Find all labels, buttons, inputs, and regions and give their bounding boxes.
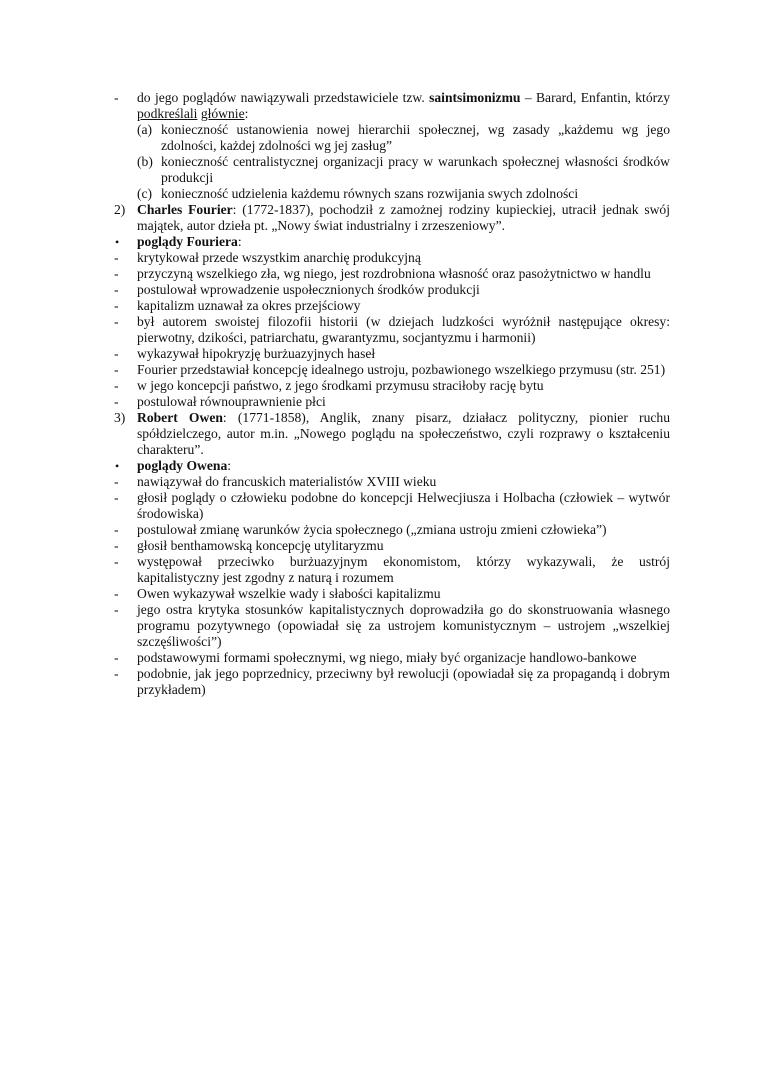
text-segment: poglądy Owena — [137, 458, 228, 473]
numbered-item — [114, 202, 670, 234]
text-segment: Robert Owen — [137, 410, 223, 425]
list-marker: - — [114, 314, 119, 329]
list-marker: 2) — [114, 202, 126, 217]
dash-list-item — [114, 522, 670, 538]
text-segment: głównie — [200, 106, 245, 121]
text-segment: : — [237, 234, 242, 249]
list-marker: - — [114, 378, 119, 393]
dash-list-item — [114, 346, 670, 362]
text-segment: wykazywał hipokryzję burżuazyjnych haseł — [137, 346, 376, 361]
text-segment: podkreślali — [137, 106, 198, 121]
text-segment: w jego koncepcji państwo, z jego środkami przymusu straciłoby rację bytu — [137, 378, 544, 393]
list-marker: 3) — [114, 410, 126, 425]
text-segment: występował przeciwko burżuazyjnym ekonomistom, którzy wykazywali, że ustrój kapitalistyczny jest zgodny z naturą i rozumem — [137, 554, 670, 585]
list-marker: • — [115, 235, 120, 249]
list-marker: - — [114, 474, 119, 489]
list-marker: - — [114, 90, 119, 105]
list-marker: - — [114, 666, 119, 681]
text-segment: : (1772-1837), pochodził z zamożnej rodziny kupieckiej, utracił jednak swój majątek, autor dzieła pt. „Nowy świat industrialny i zrzeszeniowy”. — [137, 202, 670, 233]
list-marker: • — [115, 459, 120, 473]
text-segment: saintsimonizmu — [429, 90, 521, 105]
text-segment: do jego poglądów nawiązywali przedstawiciele tzw. — [137, 90, 430, 105]
text-segment: – Barard, Enfantin, którzy — [520, 90, 670, 105]
bullet-heading — [114, 234, 670, 250]
text-segment: : (1771-1858), Anglik, znany pisarz, działacz polityczny, pionier ruchu spółdzielczego, autor m.in. „Nowego poglądu na społeczeństwo, czyli rozprawy o kształceniu charakteru”. — [137, 410, 670, 457]
text-segment: : — [244, 106, 249, 121]
text-segment: kapitalizm uznawał za okres przejściowy — [137, 298, 361, 313]
dash-list-item — [114, 394, 670, 410]
list-marker: (a) — [137, 122, 153, 137]
dash-list-item — [114, 314, 670, 346]
text-segment: postulował równouprawnienie płci — [137, 394, 326, 409]
text-segment: konieczność centralistycznej organizacji pracy w warunkach społecznej własności środków produkcji — [161, 154, 670, 185]
text-segment: nawiązywał do francuskich materialistów XVIII wieku — [137, 474, 437, 489]
dash-list-item — [114, 490, 670, 522]
dash-list-item — [114, 666, 670, 698]
text-segment: konieczność udzielenia każdemu równych szans rozwijania swych zdolności — [161, 186, 579, 201]
text-segment: Charles Fourier — [137, 202, 233, 217]
dash-list-item — [114, 602, 670, 650]
bullet-heading — [114, 458, 670, 474]
text-segment: krytykował przede wszystkim anarchię produkcyjną — [137, 250, 421, 265]
list-marker: - — [114, 346, 119, 361]
text-segment: podstawowymi formami społecznymi, wg niego, miały być organizacje handlowo-bankowe — [137, 650, 637, 665]
list-marker: - — [114, 554, 119, 569]
text-segment: przyczyną wszelkiego zła, wg niego, jest rozdrobniona własność oraz pasożytnictwo w handlu — [137, 266, 651, 281]
sub-list-item — [114, 122, 670, 154]
list-marker: - — [114, 394, 119, 409]
text-segment: podobnie, jak jego poprzednicy, przeciwny był rewolucji (opowiadał się za propagandą i dobrym przykładem) — [137, 666, 670, 697]
dash-list-item — [114, 650, 670, 666]
dash-list-item — [114, 250, 670, 266]
dash-list-item — [114, 538, 670, 554]
text-segment: jego ostra krytyka stosunków kapitalistycznych doprowadziła go do skonstruowania własnego programu pozytywnego (opowiadał się za ustrojem komunistycznym – ustrojem „wszelkiej szczęśliwości”) — [137, 602, 670, 649]
list-marker: - — [114, 538, 119, 553]
numbered-item — [114, 410, 670, 458]
dash-list-item — [114, 90, 670, 122]
list-marker: - — [114, 282, 119, 297]
list-marker: (b) — [137, 154, 153, 169]
text-segment: postulował zmianę warunków życia społecznego („zmiana ustroju zmieni człowieka”) — [137, 522, 607, 537]
list-marker: - — [114, 522, 119, 537]
text-segment: postulował wprowadzenie uspołecznionych środków produkcji — [137, 282, 480, 297]
dash-list-item — [114, 586, 670, 602]
text-segment: Owen wykazywał wszelkie wady i słabości kapitalizmu — [137, 586, 441, 601]
list-marker: - — [114, 250, 119, 265]
sub-list-item — [114, 154, 670, 186]
dash-list-item — [114, 282, 670, 298]
dash-list-item — [114, 554, 670, 586]
text-segment: głosił benthamowską koncepcję utylitaryzmu — [137, 538, 384, 553]
text-segment: głosił poglądy o człowieku podobne do koncepcji Helwecjiusza i Holbacha (człowiek – wytwór środowiska) — [137, 490, 670, 521]
dash-list-item — [114, 362, 670, 378]
text-segment: poglądy Fouriera — [137, 234, 238, 249]
text-segment: : — [227, 458, 232, 473]
list-marker: (c) — [137, 186, 153, 201]
list-marker: - — [114, 650, 119, 665]
dash-list-item — [114, 474, 670, 490]
list-marker: - — [114, 362, 119, 377]
list-marker: - — [114, 602, 119, 617]
text-segment: był autorem swoistej filozofii historii (w dziejach ludzkości wyróżnił następujące okresy: pierwotny, dzikości, patriarchatu, gwarantyzmu, socjantyzmu i harmonii) — [137, 314, 670, 345]
list-marker: - — [114, 266, 119, 281]
text-segment: konieczność ustanowienia nowej hierarchii społecznej, wg zasady „każdemu wg jego zdolności, każdej zdolności wg jej zasług” — [161, 122, 670, 153]
list-marker: - — [114, 586, 119, 601]
dash-list-item — [114, 298, 670, 314]
list-marker: - — [114, 490, 119, 505]
dash-list-item — [114, 378, 670, 394]
sub-list-item — [114, 186, 670, 202]
text-segment: Fourier przedstawiał koncepcję idealnego ustroju, pozbawionego wszelkiego przymusu (str. 251) — [137, 362, 666, 377]
list-marker: - — [114, 298, 119, 313]
document-body — [114, 90, 670, 698]
dash-list-item — [114, 266, 670, 282]
